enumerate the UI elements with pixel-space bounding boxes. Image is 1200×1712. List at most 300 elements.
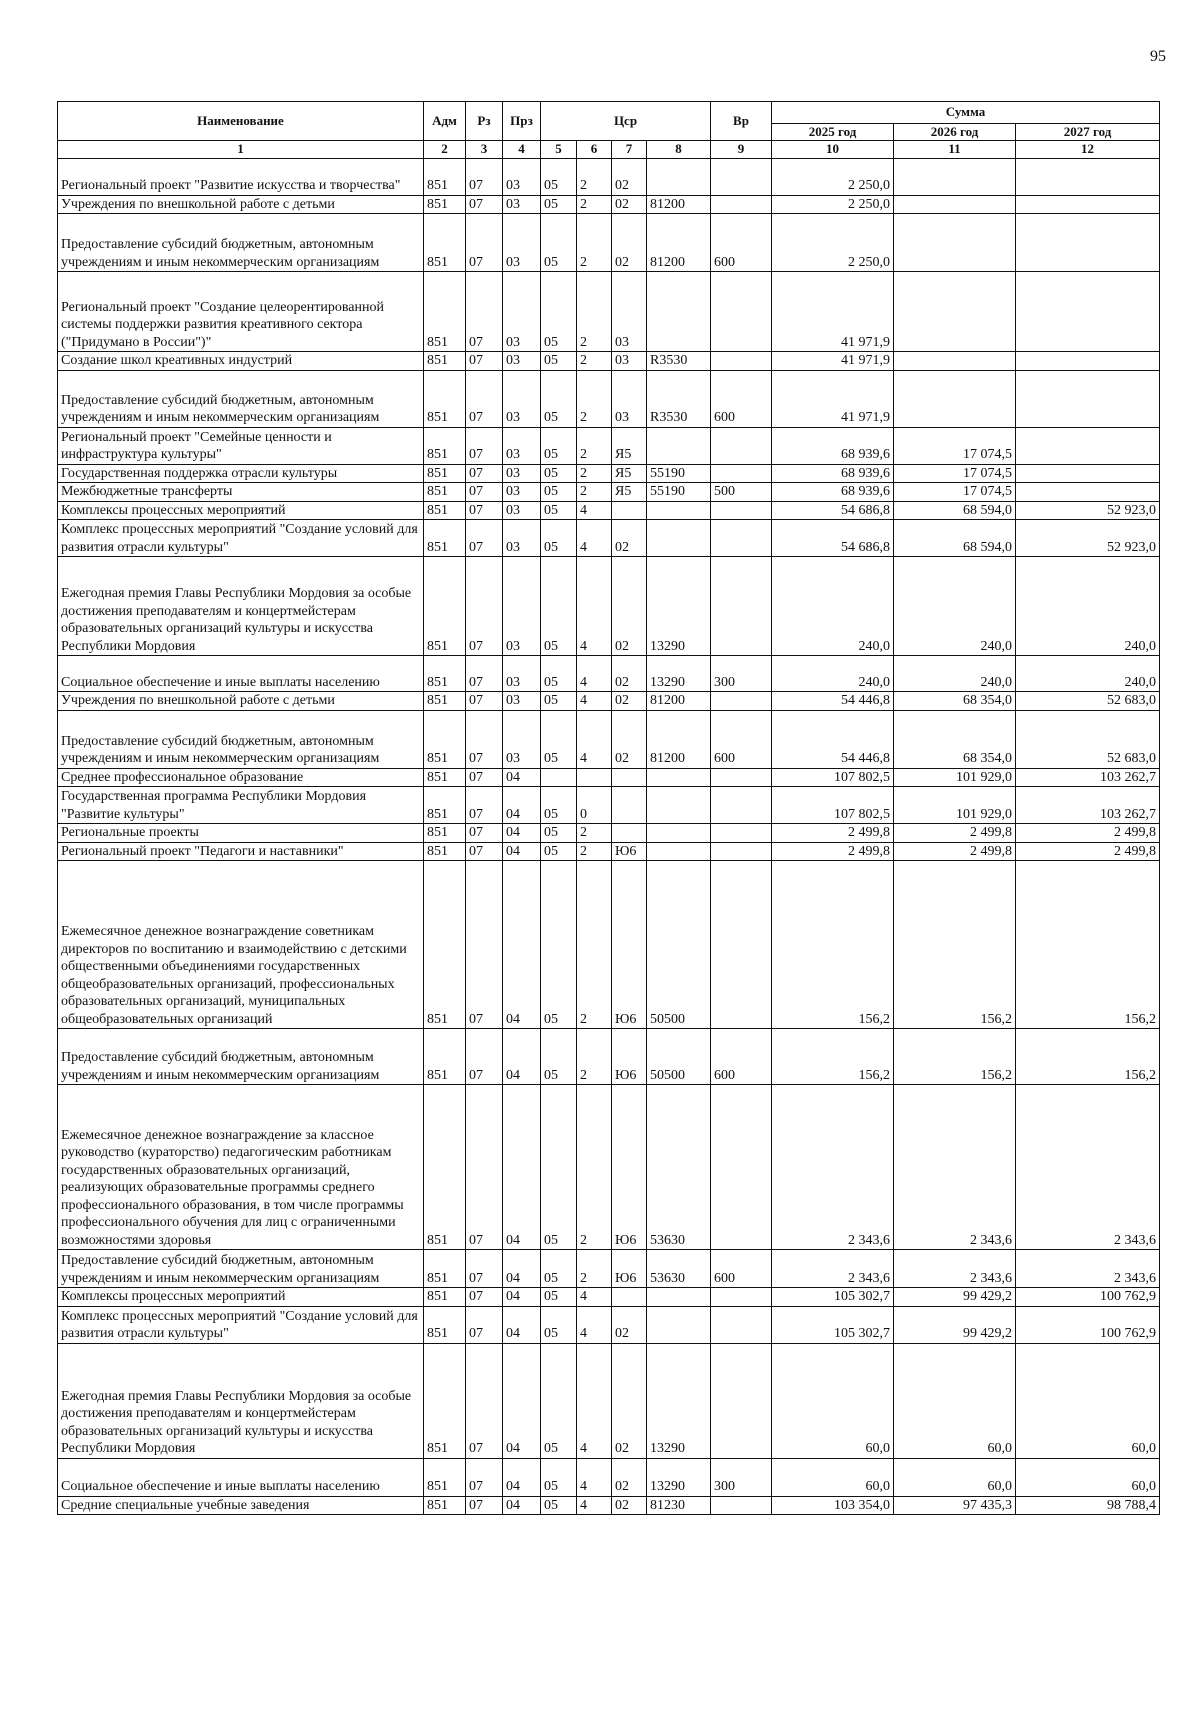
cell-s2026: 17 074,5 [894, 464, 1016, 483]
cell-c2: 4 [577, 1343, 612, 1458]
cell-c3: Я5 [612, 464, 647, 483]
cell-c1: 05 [541, 520, 577, 557]
cell-s2026: 68 354,0 [894, 710, 1016, 768]
cell-adm: 851 [424, 195, 466, 214]
cell-s2026: 17 074,5 [894, 483, 1016, 502]
cell-adm: 851 [424, 1458, 466, 1496]
cell-adm: 851 [424, 1343, 466, 1458]
cell-rz: 07 [466, 710, 503, 768]
cell-s2025: 2 250,0 [772, 214, 894, 272]
cell-s2025: 2 499,8 [772, 824, 894, 843]
cell-s2025: 2 343,6 [772, 1085, 894, 1250]
cell-rz: 07 [466, 1458, 503, 1496]
cell-vr: 600 [711, 710, 772, 768]
cell-s2027: 2 343,6 [1016, 1085, 1160, 1250]
cell-prz: 04 [503, 1250, 541, 1288]
cell-prz: 04 [503, 1288, 541, 1307]
cell-s2027: 100 762,9 [1016, 1306, 1160, 1343]
cell-name: Среднее профессиональное образование [58, 768, 424, 787]
cell-rz: 07 [466, 195, 503, 214]
cell-vr: 300 [711, 1458, 772, 1496]
cell-c4: 13290 [647, 557, 711, 656]
table-row [58, 1306, 1160, 1343]
cell-c4: 81200 [647, 692, 711, 711]
column-number: 11 [894, 141, 1016, 158]
cell-adm: 851 [424, 656, 466, 692]
cell-c1: 05 [541, 483, 577, 502]
cell-s2027 [1016, 272, 1160, 352]
cell-name: Ежегодная премия Главы Республики Мордовия за особые достижения преподавателям и концертмейстерам образовательных организаций культуры и искусства Республики Мордовия [58, 1343, 424, 1458]
cell-c1 [541, 768, 577, 787]
cell-vr: 500 [711, 483, 772, 502]
cell-s2026: 99 429,2 [894, 1306, 1016, 1343]
cell-vr [711, 1496, 772, 1515]
cell-c4 [647, 427, 711, 464]
cell-s2025: 41 971,9 [772, 272, 894, 352]
cell-vr [711, 158, 772, 195]
cell-c4: R3530 [647, 370, 711, 427]
table-row [58, 158, 1160, 195]
cell-s2027: 156,2 [1016, 861, 1160, 1029]
cell-c2: 4 [577, 520, 612, 557]
cell-c2: 2 [577, 1029, 612, 1085]
cell-s2027: 98 788,4 [1016, 1496, 1160, 1515]
table-row [58, 824, 1160, 843]
header-adm: Адм [424, 102, 466, 141]
cell-s2027: 100 762,9 [1016, 1288, 1160, 1307]
cell-c2: 2 [577, 214, 612, 272]
cell-c2: 2 [577, 1250, 612, 1288]
cell-adm: 851 [424, 842, 466, 861]
cell-c4 [647, 158, 711, 195]
cell-s2027 [1016, 158, 1160, 195]
cell-c3: 02 [612, 1458, 647, 1496]
cell-c1: 05 [541, 557, 577, 656]
cell-name: Региональный проект "Развитие искусства и творчества" [58, 158, 424, 195]
cell-s2026: 101 929,0 [894, 768, 1016, 787]
cell-s2027 [1016, 352, 1160, 371]
cell-s2026: 2 343,6 [894, 1085, 1016, 1250]
cell-vr [711, 1288, 772, 1307]
cell-c2: 2 [577, 427, 612, 464]
table-row [58, 195, 1160, 214]
cell-rz: 07 [466, 1306, 503, 1343]
cell-c3: 02 [612, 214, 647, 272]
cell-c1: 05 [541, 1343, 577, 1458]
cell-prz: 04 [503, 1343, 541, 1458]
cell-s2027 [1016, 464, 1160, 483]
table-row [58, 557, 1160, 656]
cell-prz: 03 [503, 483, 541, 502]
cell-vr: 600 [711, 214, 772, 272]
table-row [58, 352, 1160, 371]
cell-c4: 13290 [647, 1458, 711, 1496]
cell-prz: 03 [503, 557, 541, 656]
cell-c3: 02 [612, 1306, 647, 1343]
cell-s2027: 2 499,8 [1016, 842, 1160, 861]
cell-rz: 07 [466, 1029, 503, 1085]
cell-c2: 2 [577, 824, 612, 843]
cell-c2: 4 [577, 501, 612, 520]
cell-rz: 07 [466, 501, 503, 520]
table-row [58, 370, 1160, 427]
cell-prz: 03 [503, 427, 541, 464]
cell-prz: 03 [503, 158, 541, 195]
cell-adm: 851 [424, 710, 466, 768]
header-sum: Сумма [772, 102, 1160, 124]
header-vr: Вр [711, 102, 772, 141]
cell-c1: 05 [541, 787, 577, 824]
cell-c1: 05 [541, 370, 577, 427]
cell-name: Предоставление субсидий бюджетным, автономным учреждениям и иным некоммерческим организациям [58, 1250, 424, 1288]
cell-prz: 04 [503, 1085, 541, 1250]
cell-c2: 2 [577, 195, 612, 214]
cell-c3: Я5 [612, 483, 647, 502]
cell-s2025: 105 302,7 [772, 1306, 894, 1343]
cell-adm: 851 [424, 501, 466, 520]
cell-c1: 05 [541, 427, 577, 464]
table-row [58, 427, 1160, 464]
table-body [58, 158, 1160, 1515]
table-row [58, 1458, 1160, 1496]
cell-vr [711, 842, 772, 861]
cell-c2: 4 [577, 692, 612, 711]
table-row [58, 501, 1160, 520]
cell-name: Комплексы процессных мероприятий [58, 1288, 424, 1307]
table-row [58, 1085, 1160, 1250]
cell-rz: 07 [466, 1288, 503, 1307]
cell-prz: 04 [503, 768, 541, 787]
cell-vr [711, 195, 772, 214]
cell-name: Государственная поддержка отрасли культуры [58, 464, 424, 483]
cell-c1: 05 [541, 1306, 577, 1343]
header-csr: Цср [541, 102, 711, 141]
cell-s2025: 107 802,5 [772, 768, 894, 787]
cell-c4 [647, 768, 711, 787]
table-row [58, 710, 1160, 768]
cell-c4: 53630 [647, 1250, 711, 1288]
cell-rz: 07 [466, 427, 503, 464]
cell-prz: 03 [503, 710, 541, 768]
cell-c2: 2 [577, 272, 612, 352]
cell-c1: 05 [541, 1085, 577, 1250]
cell-c2: 2 [577, 464, 612, 483]
cell-s2025: 68 939,6 [772, 483, 894, 502]
cell-name: Комплекс процессных мероприятий "Создание условий для развития отрасли культуры" [58, 520, 424, 557]
cell-c3: 02 [612, 710, 647, 768]
cell-s2025: 60,0 [772, 1343, 894, 1458]
cell-adm: 851 [424, 824, 466, 843]
table-row [58, 214, 1160, 272]
column-number-row [58, 141, 1160, 158]
cell-adm: 851 [424, 370, 466, 427]
cell-vr [711, 464, 772, 483]
cell-c4 [647, 501, 711, 520]
cell-rz: 07 [466, 692, 503, 711]
cell-c3: 02 [612, 557, 647, 656]
cell-prz: 04 [503, 1029, 541, 1085]
column-number: 2 [424, 141, 466, 158]
cell-s2027: 2 343,6 [1016, 1250, 1160, 1288]
cell-s2025: 54 446,8 [772, 710, 894, 768]
cell-s2025: 2 250,0 [772, 158, 894, 195]
cell-adm: 851 [424, 214, 466, 272]
cell-s2025: 105 302,7 [772, 1288, 894, 1307]
cell-rz: 07 [466, 272, 503, 352]
cell-name: Средние специальные учебные заведения [58, 1496, 424, 1515]
cell-name: Региональный проект "Педагоги и наставники" [58, 842, 424, 861]
cell-vr [711, 501, 772, 520]
cell-c2: 4 [577, 1496, 612, 1515]
cell-name: Предоставление субсидий бюджетным, автономным учреждениям и иным некоммерческим организациям [58, 710, 424, 768]
cell-vr: 300 [711, 656, 772, 692]
cell-c1: 05 [541, 272, 577, 352]
cell-c4: 81200 [647, 214, 711, 272]
cell-s2027: 60,0 [1016, 1343, 1160, 1458]
cell-prz: 04 [503, 1458, 541, 1496]
cell-c4: 81200 [647, 195, 711, 214]
cell-c1: 05 [541, 1288, 577, 1307]
cell-c3: Ю6 [612, 1029, 647, 1085]
cell-c3: 02 [612, 158, 647, 195]
cell-c4 [647, 842, 711, 861]
cell-rz: 07 [466, 1496, 503, 1515]
cell-s2025: 54 446,8 [772, 692, 894, 711]
cell-adm: 851 [424, 1250, 466, 1288]
cell-c4: 53630 [647, 1085, 711, 1250]
table-row [58, 520, 1160, 557]
cell-rz: 07 [466, 557, 503, 656]
cell-c4 [647, 1288, 711, 1307]
cell-c2: 2 [577, 158, 612, 195]
cell-s2025: 54 686,8 [772, 520, 894, 557]
header-name: Наименование [58, 102, 424, 141]
cell-s2026: 240,0 [894, 557, 1016, 656]
header-year-2026: 2026 год [894, 124, 1016, 141]
table-row [58, 483, 1160, 502]
cell-c3: Ю6 [612, 861, 647, 1029]
cell-name: Социальное обеспечение и иные выплаты населению [58, 1458, 424, 1496]
cell-s2025: 68 939,6 [772, 427, 894, 464]
cell-c1: 05 [541, 1250, 577, 1288]
cell-s2025: 156,2 [772, 1029, 894, 1085]
cell-c2: 4 [577, 557, 612, 656]
cell-adm: 851 [424, 557, 466, 656]
cell-s2027: 2 499,8 [1016, 824, 1160, 843]
cell-adm: 851 [424, 520, 466, 557]
cell-prz: 04 [503, 1306, 541, 1343]
column-number: 12 [1016, 141, 1160, 158]
cell-s2026: 68 594,0 [894, 520, 1016, 557]
column-number: 4 [503, 141, 541, 158]
cell-prz: 03 [503, 272, 541, 352]
cell-rz: 07 [466, 214, 503, 272]
budget-table [57, 101, 1160, 1515]
cell-vr [711, 1343, 772, 1458]
cell-prz: 03 [503, 464, 541, 483]
cell-s2026: 68 354,0 [894, 692, 1016, 711]
cell-s2027: 52 683,0 [1016, 692, 1160, 711]
column-number: 5 [541, 141, 577, 158]
cell-name: Создание школ креативных индустрий [58, 352, 424, 371]
cell-c3: 02 [612, 692, 647, 711]
cell-s2027: 156,2 [1016, 1029, 1160, 1085]
cell-c2: 2 [577, 370, 612, 427]
cell-c3: Ю6 [612, 1250, 647, 1288]
cell-c3: 02 [612, 520, 647, 557]
cell-c3 [612, 501, 647, 520]
cell-adm: 851 [424, 483, 466, 502]
column-number: 10 [772, 141, 894, 158]
table-row [58, 1496, 1160, 1515]
cell-c2: 4 [577, 1458, 612, 1496]
cell-c2: 2 [577, 842, 612, 861]
table-row [58, 861, 1160, 1029]
cell-c4: 50500 [647, 1029, 711, 1085]
cell-c1: 05 [541, 501, 577, 520]
cell-name: Государственная программа Республики Мордовия "Развитие культуры" [58, 787, 424, 824]
cell-c3: 02 [612, 1343, 647, 1458]
cell-s2025: 156,2 [772, 861, 894, 1029]
table-row [58, 1288, 1160, 1307]
cell-c4: 50500 [647, 861, 711, 1029]
cell-c1: 05 [541, 214, 577, 272]
cell-s2026: 99 429,2 [894, 1288, 1016, 1307]
column-number: 1 [58, 141, 424, 158]
cell-adm: 851 [424, 787, 466, 824]
table-row [58, 656, 1160, 692]
cell-name: Предоставление субсидий бюджетным, автономным учреждениям и иным некоммерческим организациям [58, 1029, 424, 1085]
cell-c2: 2 [577, 861, 612, 1029]
cell-vr: 600 [711, 1250, 772, 1288]
cell-prz: 04 [503, 861, 541, 1029]
cell-c4 [647, 1306, 711, 1343]
cell-s2026 [894, 370, 1016, 427]
cell-c2: 0 [577, 787, 612, 824]
cell-adm: 851 [424, 1029, 466, 1085]
header-rz: Рз [466, 102, 503, 141]
cell-c4: 13290 [647, 1343, 711, 1458]
cell-name: Региональные проекты [58, 824, 424, 843]
cell-name: Региональный проект "Создание целеорентированной системы поддержки развития креативного сектора ("Придумано в России")" [58, 272, 424, 352]
cell-name: Региональный проект "Семейные ценности и инфраструктура культуры" [58, 427, 424, 464]
cell-s2025: 103 354,0 [772, 1496, 894, 1515]
cell-c2 [577, 768, 612, 787]
cell-prz: 04 [503, 824, 541, 843]
cell-prz: 04 [503, 1496, 541, 1515]
cell-vr [711, 1085, 772, 1250]
table-row [58, 1250, 1160, 1288]
table-row [58, 787, 1160, 824]
cell-s2025: 41 971,9 [772, 370, 894, 427]
cell-s2026 [894, 352, 1016, 371]
cell-s2026: 60,0 [894, 1458, 1016, 1496]
table-row [58, 272, 1160, 352]
cell-vr [711, 1306, 772, 1343]
cell-c1: 05 [541, 824, 577, 843]
cell-rz: 07 [466, 370, 503, 427]
header-year-2027: 2027 год [1016, 124, 1160, 141]
cell-s2026: 60,0 [894, 1343, 1016, 1458]
table-row [58, 464, 1160, 483]
cell-rz: 07 [466, 158, 503, 195]
cell-adm: 851 [424, 352, 466, 371]
cell-adm: 851 [424, 272, 466, 352]
cell-s2027 [1016, 214, 1160, 272]
cell-c3 [612, 1288, 647, 1307]
cell-c4: 13290 [647, 656, 711, 692]
cell-rz: 07 [466, 768, 503, 787]
table-row [58, 842, 1160, 861]
cell-c1: 05 [541, 861, 577, 1029]
column-number: 6 [577, 141, 612, 158]
cell-adm: 851 [424, 427, 466, 464]
cell-s2026: 17 074,5 [894, 427, 1016, 464]
table-row [58, 1029, 1160, 1085]
table-row [58, 692, 1160, 711]
cell-s2025: 240,0 [772, 656, 894, 692]
cell-c3: 02 [612, 656, 647, 692]
cell-s2026: 68 594,0 [894, 501, 1016, 520]
cell-name: Ежемесячное денежное вознаграждение советникам директоров по воспитанию и взаимодействию с детскими общественными объединениями государственных общеобразовательных организаций, профессиональных образовательных организаций, муниципальных общеобразовательных организаций [58, 861, 424, 1029]
cell-adm: 851 [424, 1306, 466, 1343]
cell-c3: 03 [612, 352, 647, 371]
table-row [58, 768, 1160, 787]
cell-c3 [612, 768, 647, 787]
cell-rz: 07 [466, 1343, 503, 1458]
cell-s2027: 103 262,7 [1016, 787, 1160, 824]
cell-prz: 03 [503, 214, 541, 272]
page-number: 95 [1150, 48, 1166, 65]
cell-c3: 02 [612, 1496, 647, 1515]
cell-c4: 55190 [647, 483, 711, 502]
cell-s2025: 240,0 [772, 557, 894, 656]
cell-adm: 851 [424, 158, 466, 195]
cell-s2027: 103 262,7 [1016, 768, 1160, 787]
cell-prz: 03 [503, 692, 541, 711]
cell-c3: Ю6 [612, 842, 647, 861]
cell-s2026: 156,2 [894, 861, 1016, 1029]
cell-s2025: 2 250,0 [772, 195, 894, 214]
cell-c1: 05 [541, 158, 577, 195]
cell-rz: 07 [466, 824, 503, 843]
cell-c2: 4 [577, 1288, 612, 1307]
cell-c2: 2 [577, 483, 612, 502]
cell-s2026 [894, 214, 1016, 272]
cell-name: Предоставление субсидий бюджетным, автономным учреждениям и иным некоммерческим организациям [58, 214, 424, 272]
cell-c1: 05 [541, 692, 577, 711]
cell-prz: 04 [503, 787, 541, 824]
cell-vr [711, 427, 772, 464]
cell-s2026: 2 343,6 [894, 1250, 1016, 1288]
cell-s2027: 240,0 [1016, 557, 1160, 656]
cell-s2027 [1016, 370, 1160, 427]
cell-c4: 55190 [647, 464, 711, 483]
column-number: 8 [647, 141, 711, 158]
cell-rz: 07 [466, 483, 503, 502]
cell-c1: 05 [541, 656, 577, 692]
cell-rz: 07 [466, 520, 503, 557]
cell-s2025: 107 802,5 [772, 787, 894, 824]
cell-name: Учреждения по внешкольной работе с детьми [58, 195, 424, 214]
cell-name: Социальное обеспечение и иные выплаты населению [58, 656, 424, 692]
cell-s2025: 2 343,6 [772, 1250, 894, 1288]
cell-c1: 05 [541, 464, 577, 483]
cell-rz: 07 [466, 464, 503, 483]
cell-adm: 851 [424, 1085, 466, 1250]
cell-c4: 81200 [647, 710, 711, 768]
cell-vr [711, 272, 772, 352]
